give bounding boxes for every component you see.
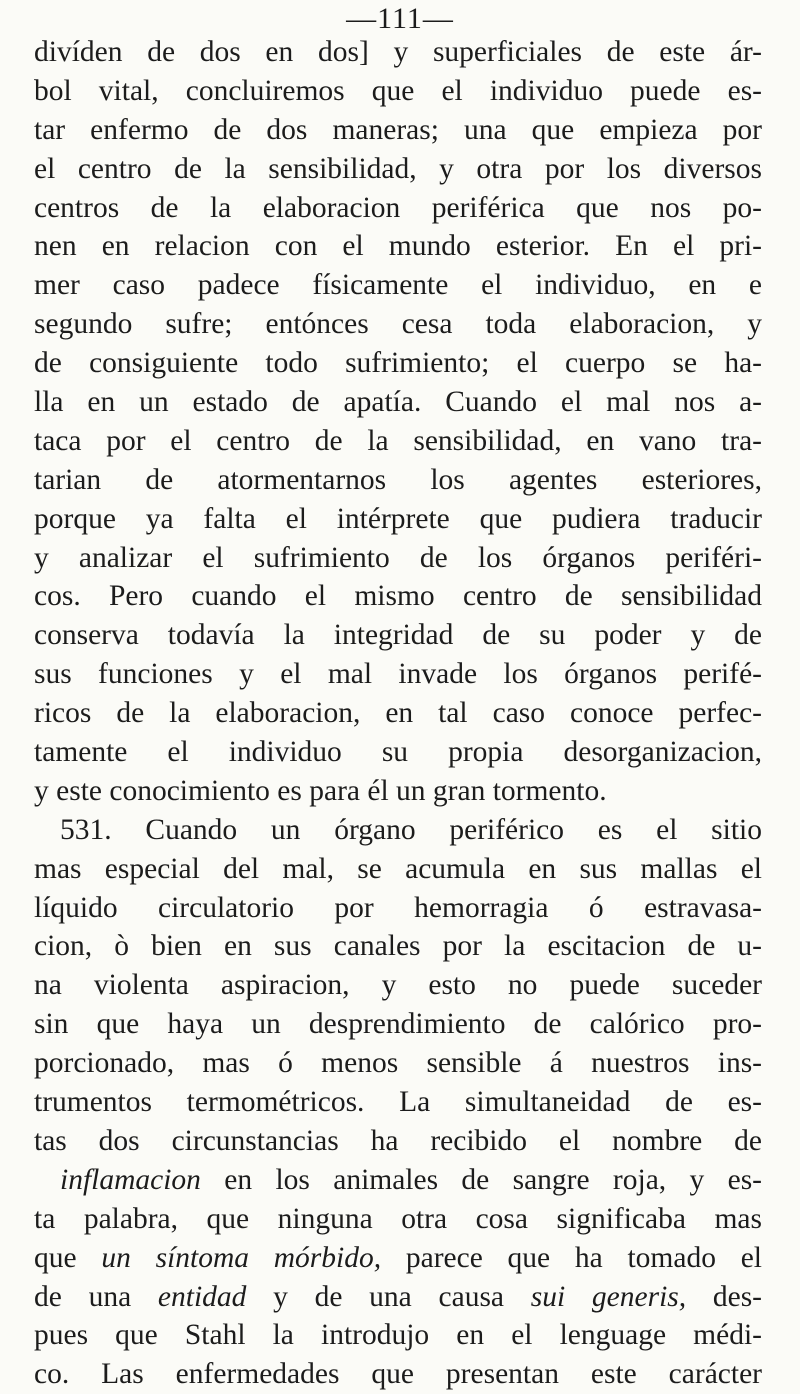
text-line: pues que Stahl la introdujo en el lenguage médi- [34, 1319, 762, 1352]
text-line: nen en relacion con el mundo esterior. En el pri- [34, 230, 762, 263]
text-fragment: en los animales de sangre roja, y es- [200, 1163, 762, 1196]
page-number: —111— [346, 2, 454, 35]
text-line: conserva todavía la integridad de su poder y de [34, 619, 762, 652]
text-line: na violenta aspiracion, y esto no puede suceder [34, 969, 762, 1002]
text-line: mer caso padece físicamente el individuo, en e [34, 269, 762, 302]
italic-term: sui generis, [530, 1280, 687, 1313]
text-line: y este conocimiento es para él un gran tormento. [34, 774, 607, 807]
text-line: 531. Cuando un órgano periférico es el sitio [60, 813, 762, 846]
text-line: tar enfermo de dos maneras; una que empieza por [34, 113, 762, 146]
text-line: mas especial del mal, se acumula en sus mallas el [34, 852, 762, 885]
text-fragment: de una [34, 1280, 158, 1313]
text-line: tas dos circunstancias ha recibido el nombre de [34, 1124, 762, 1157]
text-line: líquido circulatorio por hemorragia ó estravasa- [34, 891, 762, 924]
text-line [34, 1278, 762, 1317]
text-line: porque ya falta el intérprete que pudiera traducir [34, 502, 762, 535]
text-line: trumentos termométricos. La simultaneidad de es- [34, 1086, 762, 1119]
text-line: ta palabra, que ninguna otra cosa significaba mas [34, 1202, 762, 1235]
text-line: segundo sufre; entónces cesa toda elaboracion, y [34, 308, 762, 341]
italic-term: un síntoma mórbido, [101, 1241, 382, 1274]
text-fragment: y de una causa [246, 1280, 531, 1313]
body-text [34, 33, 762, 1394]
text-line: tarian de atormentarnos los agentes esteriores, [34, 463, 762, 496]
text-line: el centro de la sensibilidad, y otra por los diversos [34, 152, 762, 185]
text-line: y analizar el sufrimiento de los órganos periféri- [34, 541, 762, 574]
text-line: lla en un estado de apatía. Cuando el mal nos a- [34, 386, 762, 419]
italic-term: inflamacion [60, 1163, 201, 1196]
text-line: taca por el centro de la sensibilidad, en vano tra- [34, 424, 762, 457]
text-line: cion, ò bien en sus canales por la escitacion de u- [34, 930, 762, 963]
text-fragment: des- [686, 1280, 762, 1313]
text-line: ricos de la elaboracion, en tal caso conoce perfec- [34, 697, 762, 730]
text-fragment: parece que ha tomado el [381, 1241, 762, 1274]
text-line: sus funciones y el mal invade los órganos perifé- [34, 658, 762, 691]
text-line [34, 1239, 762, 1278]
text-line: cos. Pero cuando el mismo centro de sensibilidad [34, 580, 762, 613]
text-line: bol vital, concluiremos que el individuo puede es- [34, 74, 762, 107]
italic-term: entidad [157, 1280, 247, 1313]
text-line: sin que haya un desprendimiento de calórico pro- [34, 1008, 762, 1041]
text-line: divíden de dos en dos] y superficiales de este ár- [34, 36, 762, 68]
text-line: porcionado, mas ó menos sensible á nuestros ins- [34, 1047, 762, 1080]
text-line: co. Las enfermedades que presentan este carácter [34, 1358, 762, 1391]
text-fragment: que [34, 1241, 102, 1274]
text-line: tamente el individuo su propia desorganizacion, [34, 736, 762, 769]
text-line: de consiguiente todo sufrimiento; el cuerpo se ha- [34, 347, 762, 380]
text-line: centros de la elaboracion periférica que nos po- [34, 191, 762, 224]
text-line [34, 1161, 762, 1200]
